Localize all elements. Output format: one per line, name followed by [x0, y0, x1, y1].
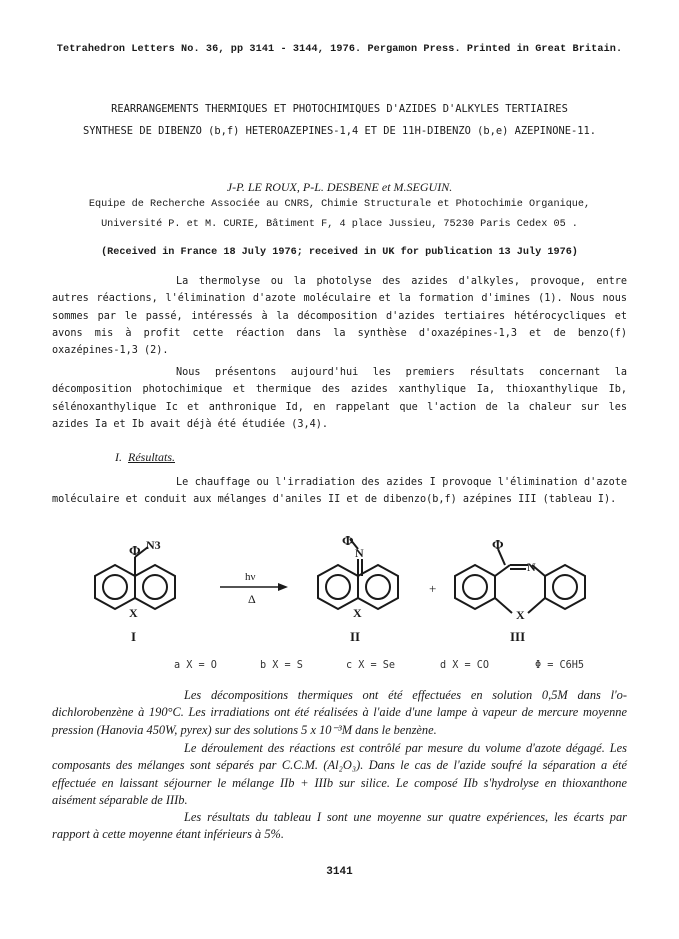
section-title: Résultats. — [128, 450, 175, 464]
compound-ii-label: II — [350, 629, 361, 644]
paragraph-present-text: Nous présentons aujourd'hui les premiers résultats concernant la décomposition photochimique et thermique des azides xanthylique Ia, thioxanthylique Ib, sélénoxanthylique Ic et anthronique Id, en rappelant que l'action de la chaleur sur les azides Ia et Ib avait déjà été étudiée (3,4). — [52, 367, 627, 430]
legend-c: c X = Se — [346, 660, 396, 671]
compound-ii-imine-label: N — [355, 546, 364, 560]
paragraph-intro — [52, 273, 627, 359]
experimental-conditions-text: Les décompositions thermiques ont été effectuées en solution 0,5M dans l'o-dichlorobenzène à 190°C. Les irradiations ont été réalisées à l'aide d'une lampe à vapeur de mercure moyenne pression (Hanovia 450W, pyrex) sur des solutions 5 x 10⁻³M dans le benzène. — [52, 688, 627, 737]
compound-ii-phenyl-label: Φ — [342, 535, 354, 549]
legend-b: b X = S — [260, 660, 303, 671]
results-averaging-text: Les résultats du tableau I sont une moyenne sur quatre expériences, les écarts par rapport à cette moyenne étant inférieurs à 5%. — [52, 810, 627, 842]
arrow-top-label: hν — [245, 571, 256, 583]
plus-sign: + — [429, 581, 437, 596]
compound-ii-hetero-label: X — [353, 606, 362, 620]
legend-d: d X = CO — [440, 660, 490, 671]
compound-i-hetero-label: X — [129, 606, 138, 620]
experimental-conditions — [52, 687, 627, 739]
compound-iii-phenyl-label: Φ — [492, 538, 504, 553]
compound-i-phenyl-label: Φ — [129, 544, 141, 559]
section-number: I. — [115, 450, 122, 464]
arrow-bottom-label: Δ — [248, 592, 256, 606]
compound-iii-hetero-label: X — [516, 608, 525, 622]
compound-i-label: I — [131, 629, 137, 644]
compound-iii-structure — [455, 549, 585, 613]
affiliation-line-1: Equipe de Recherche Associée au CNRS, Chimie Structurale et Photochimie Organique, — [88, 199, 591, 210]
paragraph-results — [52, 474, 627, 509]
compound-iii-label: III — [510, 629, 526, 644]
reaction-arrow — [220, 583, 288, 591]
title-line-2: SYNTHESE DE DIBENZO (b,f) HETEROAZEPINES-1,4 ET DE 11H-DIBENZO (b,e) AZEPINONE-11. — [83, 125, 596, 137]
journal-header: Tetrahedron Letters No. 36, pp 3141 - 3144, 1976. Pergamon Press. Printed in Great Britain. — [56, 44, 623, 55]
page-number: 3141 — [326, 866, 353, 878]
compound-i-azide-label: N3 — [146, 538, 161, 552]
separation-notes-text: Le déroulement des réactions est contrôlé par mesure du volume d'azote dégagé. Les composants des mélanges sont séparés par C.C.M. (Al₂O₃). Dans le cas de l'azide soufré la séparation a été effectuée en laissant séjourner le mélange IIb + IIIb sur silice. Le composé IIb s'hydrolyse en thioxanthone aisément séparable de IIIb. — [52, 741, 627, 807]
authors: J-P. LE ROUX, P-L. DESBENE et M.SEGUIN. — [226, 180, 453, 194]
title-line-1: REARRANGEMENTS THERMIQUES ET PHOTOCHIMIQUES D'AZIDES D'ALKYLES TERTIAIRES — [111, 103, 568, 115]
results-averaging — [52, 809, 627, 844]
affiliation-line-2: Université P. et M. CURIE, Bâtiment F, 4 place Jussieu, 75230 Paris Cedex 05 . — [101, 219, 578, 230]
paragraph-present — [52, 364, 627, 433]
legend-a: a X = O — [174, 660, 217, 671]
reaction-scheme — [40, 535, 640, 653]
section-heading — [115, 450, 175, 465]
paragraph-intro-text: La thermolyse ou la photolyse des azides d'alkyles, provoque, entre autres réactions, l'élimination d'azote moléculaire et la formation d'imines (1). Nous nous sommes par le passé, intéressés à la décomposition d'azides tertiaires hétérocycliques et avons mis à profit cette réaction dans la synthèse d'oxazépines-1,3 et de benzo(f) oxazépines-1,3 (2). — [52, 276, 627, 357]
compound-iii-n-label: N — [527, 560, 536, 574]
legend-phi: Φ = C6H5 — [535, 660, 585, 671]
separation-notes — [52, 740, 627, 809]
paragraph-results-text: Le chauffage ou l'irradiation des azides I provoque l'élimination d'azote moléculaire et conduit aux mélanges d'aniles II et de dibenzo(b,f) azépines III (tableau I). — [52, 477, 627, 506]
received-dates: (Received in France 18 July 1976; received in UK for publication 13 July 1976) — [101, 247, 578, 258]
